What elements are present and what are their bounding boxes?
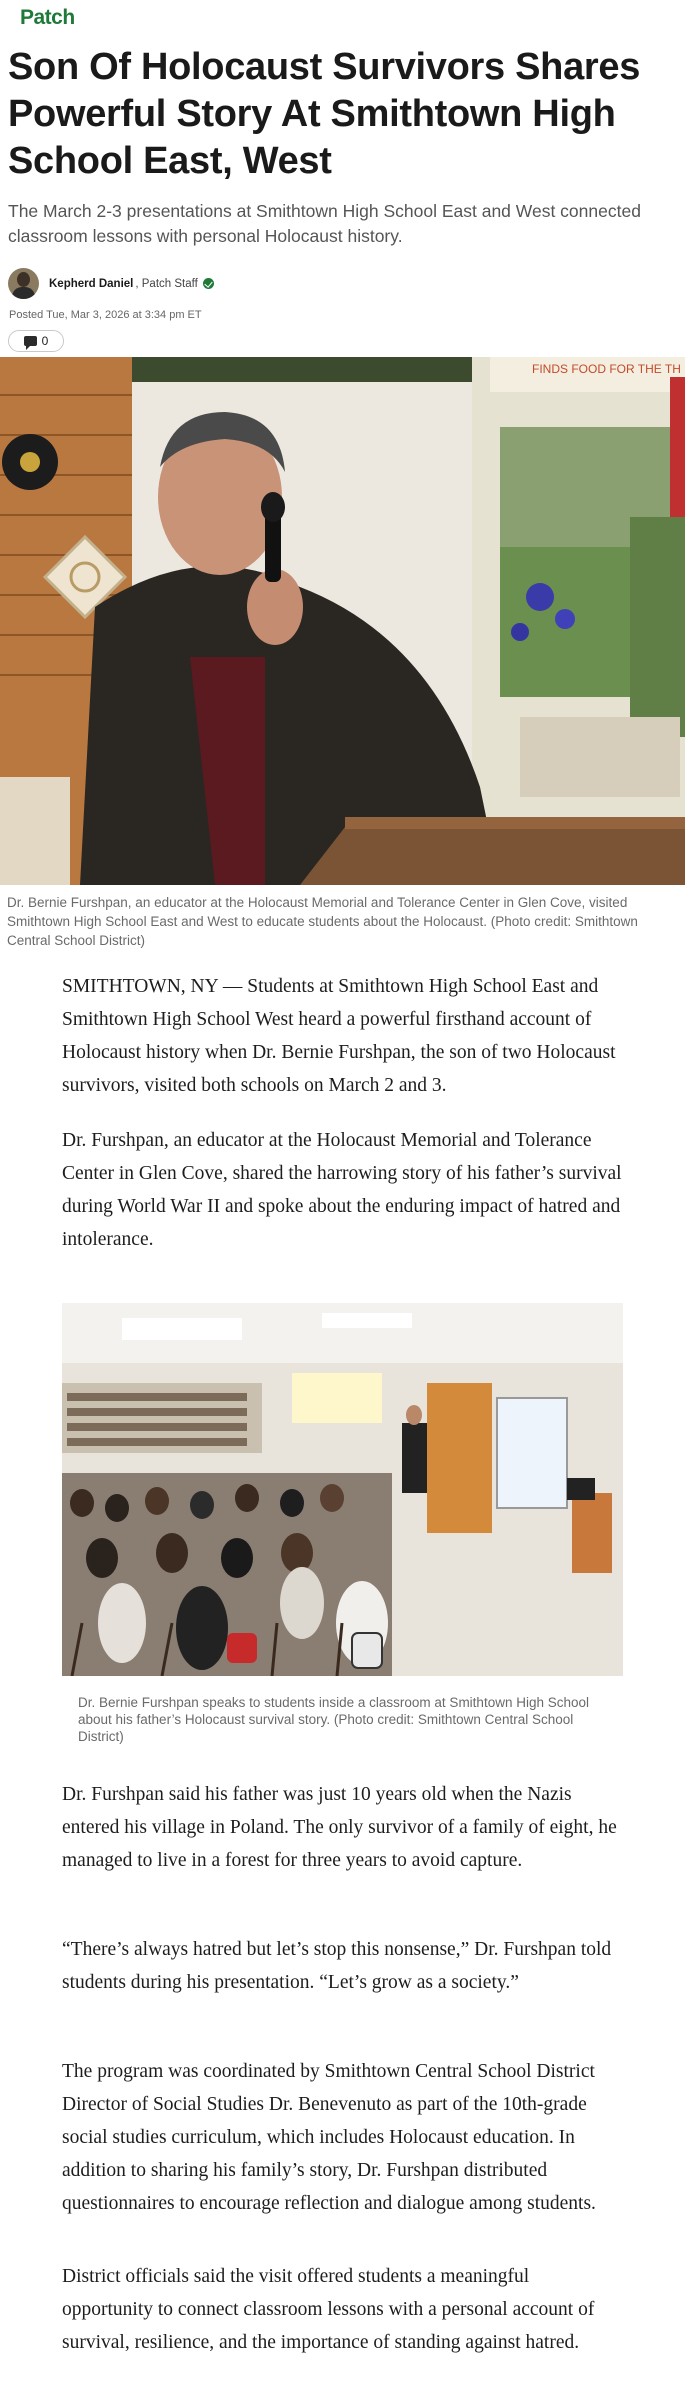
hero-photo-illustration xyxy=(0,357,685,885)
verified-staff-icon xyxy=(203,278,214,289)
paragraph-6: District officials said the visit offered students a meaningful opportunity to connect classroom lessons with a personal account of survival, resilience, and the importance of standing against hatred. xyxy=(62,2266,595,2353)
posted-timestamp: Posted Tue, Mar 3, 2026 at 3:34 pm ET xyxy=(9,309,202,321)
comments-button[interactable] xyxy=(8,330,64,352)
author-role: , Patch Staff xyxy=(135,277,198,290)
paragraph-2: Dr. Furshpan, an educator at the Holocaust Memorial and Tolerance Center in Glen Cove, shared the harrowing story of his father’s survival during World War II and spoke about the enduring impact of hatred and intolerance. xyxy=(62,1130,622,1250)
comment-icon xyxy=(24,336,37,346)
hero-sign-text: FINDS FOOD FOR THE TH xyxy=(532,362,681,376)
author-avatar[interactable] xyxy=(8,268,39,299)
article-headline: Son Of Holocaust Survivors Shares Powerful Story At Smithtown High School East, West xyxy=(8,46,641,182)
classroom-photo xyxy=(62,1303,623,1676)
paragraph-3: Dr. Furshpan said his father was just 10 years old when the Nazis entered his village in Poland. The only survivor of a family of eight, he managed to live in a forest for three years to avoid capture. xyxy=(62,1784,617,1871)
author-name[interactable]: Kepherd Daniel xyxy=(49,277,134,290)
paragraph-5: The program was coordinated by Smithtown Central School District Director of Social Studies Dr. Benevenuto as part of the 10th-grade social studies curriculum, which includes Holocaust education. In addition to sharing his family’s story, Dr. Furshpan distributed questionnaires to encourage reflection and dialogue among students. xyxy=(62,2061,596,2214)
comment-count: 0 xyxy=(41,334,49,348)
patch-logo[interactable]: Patch xyxy=(20,6,75,29)
hero-photo xyxy=(0,357,685,885)
site-header xyxy=(0,0,685,34)
byline xyxy=(0,249,685,301)
article-dek: The March 2-3 presentations at Smithtown High School East and West connected classroom lessons with personal Holocaust history. xyxy=(8,201,641,246)
hero-caption: Dr. Bernie Furshpan, an educator at the Holocaust Memorial and Tolerance Center in Glen Cove, visited Smithtown High School East and West to educate students about the Holocaust. (Photo credit: Smithtown Central School District) xyxy=(7,895,638,948)
paragraph-4: “There’s always hatred but let’s stop this nonsense,” Dr. Furshpan told students during his presentation. “Let’s grow as a society.” xyxy=(62,1939,612,1993)
classroom-photo-illustration xyxy=(62,1303,623,1676)
classroom-photo-caption: Dr. Bernie Furshpan speaks to students inside a classroom at Smithtown High School about his father’s Holocaust survival story. (Photo credit: Smithtown Central School District) xyxy=(78,1695,590,1744)
article-body xyxy=(62,970,622,1256)
paragraph-1: SMITHTOWN, NY — Students at Smithtown High School East and Smithtown High School West heard a powerful firsthand account of Holocaust history when Dr. Bernie Furshpan, the son of two Holocaust survivors, visited both schools on March 2 and 3. xyxy=(62,976,616,1096)
